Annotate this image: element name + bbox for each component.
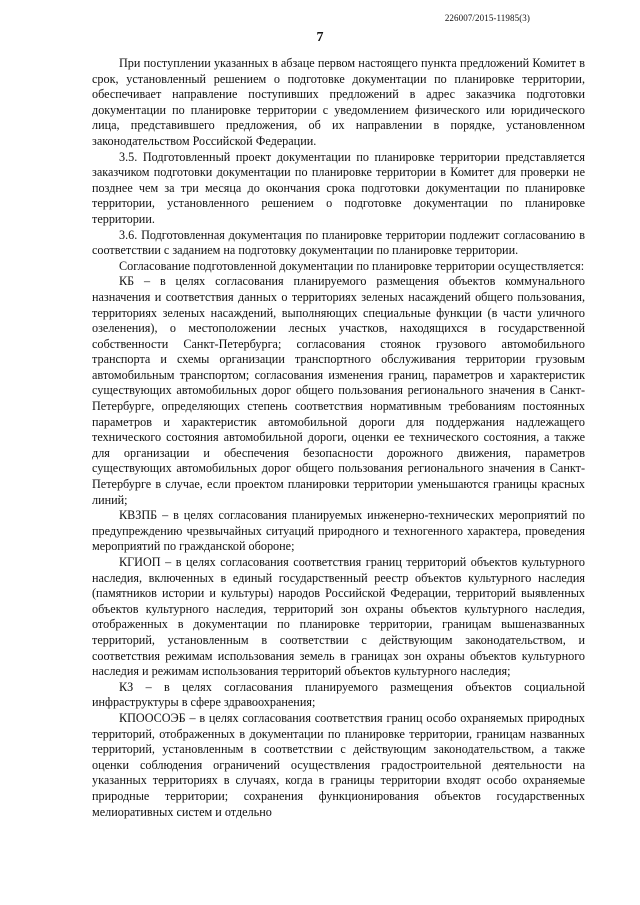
paragraph: КВЗПБ – в целях согласования планируемых инженерно-технических мероприятий по предупреждению чрезвычайных ситуаций природного и техногенного характера, проведения мероприятий по гражданской обороне; [92,508,585,554]
paragraph: 3.5. Подготовленный проект документации по планировке территории представляется заказчиком подготовки документации по планировке территории в Комитет для проверки не позднее чем за три месяца до окончания срока подготовки документации по планировке территории, установленного решением о подготовке документации по планировке территории. [92,149,585,226]
paragraph: При поступлении указанных в абзаце первом настоящего пункта предложений Комитет в срок, установленный решением о подготовке документации по планировке территории, обеспечивает направление поступивших предложений в адрес заказчика подготовки документации по планировке территории с уведомлением физического или юридического лица, представившего предложения, об их направлении в порядке, установленном законодательством Российской Федерации. [92,56,585,148]
document-id: 226007/2015-11985(3) [444,13,530,23]
document-body [92,56,585,820]
page-number: 7 [316,30,324,45]
paragraph: Согласование подготовленной документации по планировке территории осуществляется: [119,258,585,273]
paragraph: КГИОП – в целях согласования соответствия границ территорий объектов культурного наследия, включенных в единый государственный реестр объектов культурного наследия (памятников истории и культуры) народов Российской Федерации, территорий выявленных объектов культурного наследия, территорий зон охраны объектов культурного наследия, отображенных в документации по планировке территории, границам вышеназванных территорий, установленным в соответствии с действующим законодательством, и соответствия режимам использования земель в границах зон охраны объектов культурного наследия и режимам использования территорий объектов культурного наследия; [92,555,585,679]
paragraph: 3.6. Подготовленная документация по планировке территории подлежит согласованию в соответствии с заданием на подготовку документации по планировке территории. [92,227,585,258]
paragraph: КЗ – в целях согласования планируемого размещения объектов социальной инфраструктуры в сфере здравоохранения; [92,679,585,710]
paragraph: КБ – в целях согласования планируемого размещения объектов коммунального назначения и соответствия данных о территориях зеленых насаждений общего пользования, территориях зеленых насаждений, выполняющих специальные функции (в части уличного озеленения), о местоположении лесных участков, находящихся в государственной собственности Санкт-Петербурга; согласования стоянок грузового автомобильного транспорта и схемы организации транспортного обслуживания территории грузовым автомобильным транспортом; согласования изменения границ, параметров и характеристик существующих автомобильных дорог общего пользования регионального значения в Санкт-Петербурге, определяющих степень соответствия нормативным требованиям постоянных параметров и характеристик автомобильной дороги для поддержания надлежащего технического состояния автомобильной дороги, оценки ее технического состояния, а также для организации и обеспечения безопасности дорожного движения, параметров существующих автомобильных дорог общего пользования регионального значения в Санкт-Петербурге в случае, если проектом планировки территории уменьшаются границы красных линий; [92,274,585,507]
paragraph: КПООСОЭБ – в целях согласования соответствия границ особо охраняемых природных территорий, отображенных в документации по планировке территории, границам названных территорий, установленным в соответствии с действующим законодательством, а также оценки соблюдения ограничений осуществления градостроительной деятельности на указанных территориях в случаях, когда в границы территории входят особо охраняемые природные территории; сохранения функционирования объектов государственных мелиоративных систем и отдельно [92,710,585,819]
